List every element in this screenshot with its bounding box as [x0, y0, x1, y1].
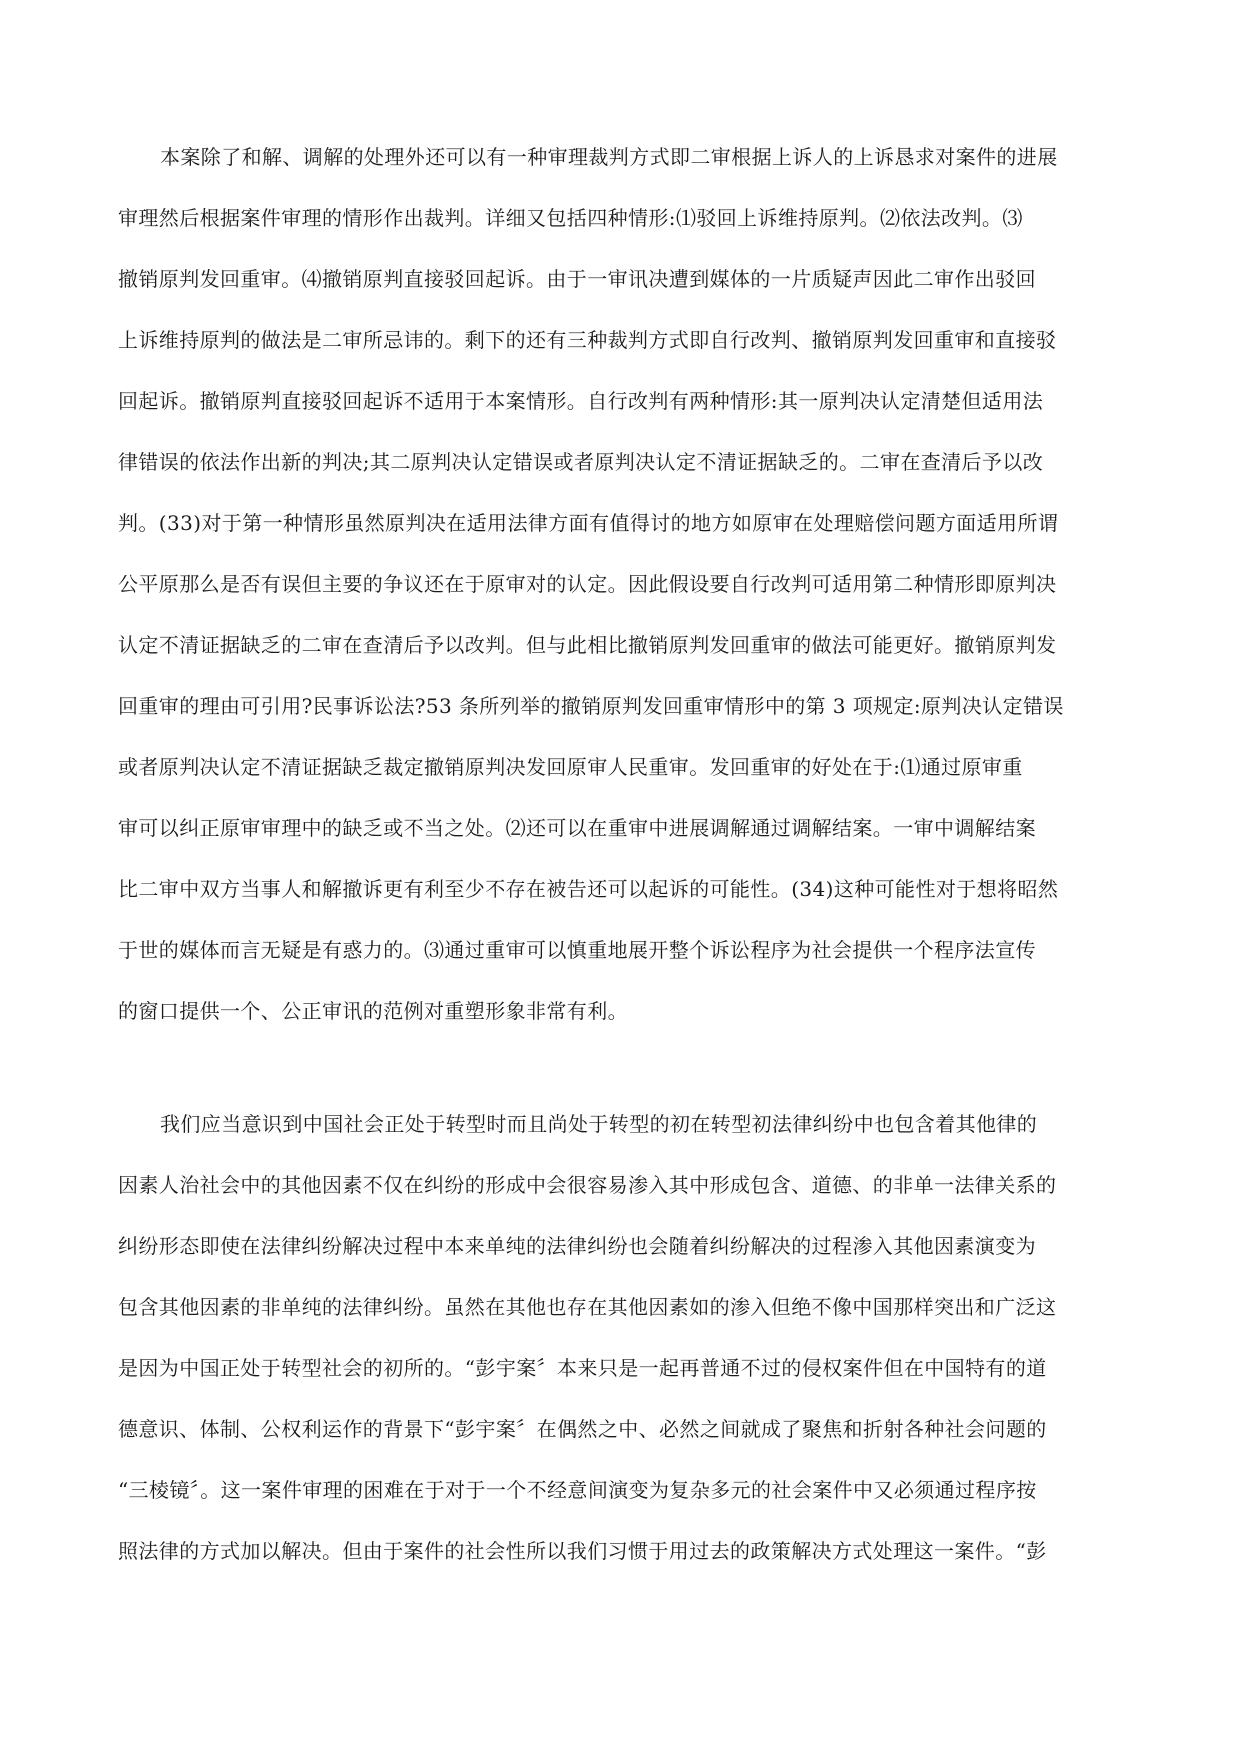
paragraph-social-transition	[118, 1094, 1118, 1582]
text-line: 是因为中国正处于转型社会的初所的。“彭宇案〞本来只是一起再普通不过的侵权案件但在中国特有的道	[118, 1356, 1047, 1380]
text-line: 比二审中双方当事人和解撤诉更有利至少不存在被告还可以起诉的可能性。(34)这种可能性对于想将昭然	[118, 877, 1059, 901]
text-line: 或者原判决认定不清证据缺乏裁定撤销原判决发回原审人民重审。发回重审的好处在于:⑴通过原审重	[118, 755, 1023, 779]
text-line: 回重审的理由可引用?民事诉讼法?53 条所列举的撤销原判发回重审情形中的第 3 项规定:原判决认定错误	[118, 694, 1064, 718]
text-line: 认定不清证据缺乏的二审在查清后予以改判。但与此相比撤销原判发回重审的做法可能更好。撤销原判发	[118, 633, 1057, 657]
text-line: 公平原那么是否有误但主要的争议还在于原审对的认定。因此假设要自行改判可适用第二种情形即原判决	[118, 572, 1057, 596]
text-line: 因素人治社会中的其他因素不仅在纠纷的形成中会很容易渗入其中形成包含、道德、的非单一法律关系的	[118, 1173, 1057, 1197]
text-line: 德意识、体制、公权利运作的背景下“彭宇案〞在偶然之中、必然之间就成了聚焦和折射各种社会问题的	[118, 1417, 1047, 1441]
text-line: 判。(33)对于第一种情形虽然原判决在适用法律方面有值得讨的地方如原审在处理赔偿问题方面适用所谓	[118, 511, 1059, 535]
text-line: “三棱镜〞。这一案件审理的困难在于对于一个不经意间演变为复杂多元的社会案件中又必须通过程序按	[118, 1478, 1037, 1502]
text-line: 审理然后根据案件审理的情形作出裁判。详细又包括四种情形:⑴驳回上诉维持原判。⑵依法改判。⑶	[118, 206, 1023, 230]
text-line: 纠纷形态即使在法律纠纷解决过程中本来单纯的法律纠纷也会随着纠纷解决的过程渗入其他因素演变为	[118, 1234, 1036, 1258]
text-line: 包含其他因素的非单纯的法律纠纷。虽然在其他也存在其他因素如的渗入但绝不像中国那样突出和广泛这	[118, 1295, 1057, 1319]
text-line: 照法律的方式加以解决。但由于案件的社会性所以我们习惯于用过去的政策解决方式处理这一案件。“彭	[118, 1539, 1047, 1563]
text-line: 上诉维持原判的做法是二审所忌讳的。剩下的还有三种裁判方式即自行改判、撤销原判发回重审和直接驳	[118, 328, 1057, 352]
text-line: 律错误的依法作出新的判决;其二原判决认定错误或者原判决认定不清证据缺乏的。二审在查清后予以改	[118, 450, 1044, 474]
text-line: 审可以纠正原审审理中的缺乏或不当之处。⑵还可以在重审中进展调解通过调解结案。一审中调解结案	[118, 816, 1036, 840]
text-line: 的窗口提供一个、公正审讯的范例对重塑形象非常有利。	[118, 999, 628, 1023]
text-line: 回起诉。撤销原判直接驳回起诉不适用于本案情形。自行改判有两种情形:其一原判决认定清楚但适用法	[118, 389, 1044, 413]
paragraph-appeal-options	[118, 127, 1118, 1042]
text-line: 撤销原判发回重审。⑷撤销原判直接驳回起诉。由于一审讯决遭到媒体的一片质疑声因此二审作出驳回	[118, 267, 1036, 291]
text-line: 我们应当意识到中国社会正处于转型时而且尚处于转型的初在转型初法律纠纷中也包含着其他律的	[160, 1112, 1038, 1136]
text-line: 于世的媒体而言无疑是有惑力的。⑶通过重审可以慎重地展开整个诉讼程序为社会提供一个程序法宣传	[118, 938, 1036, 962]
text-line: 本案除了和解、调解的处理外还可以有一种审理裁判方式即二审根据上诉人的上诉恳求对案件的进展	[160, 145, 1058, 169]
